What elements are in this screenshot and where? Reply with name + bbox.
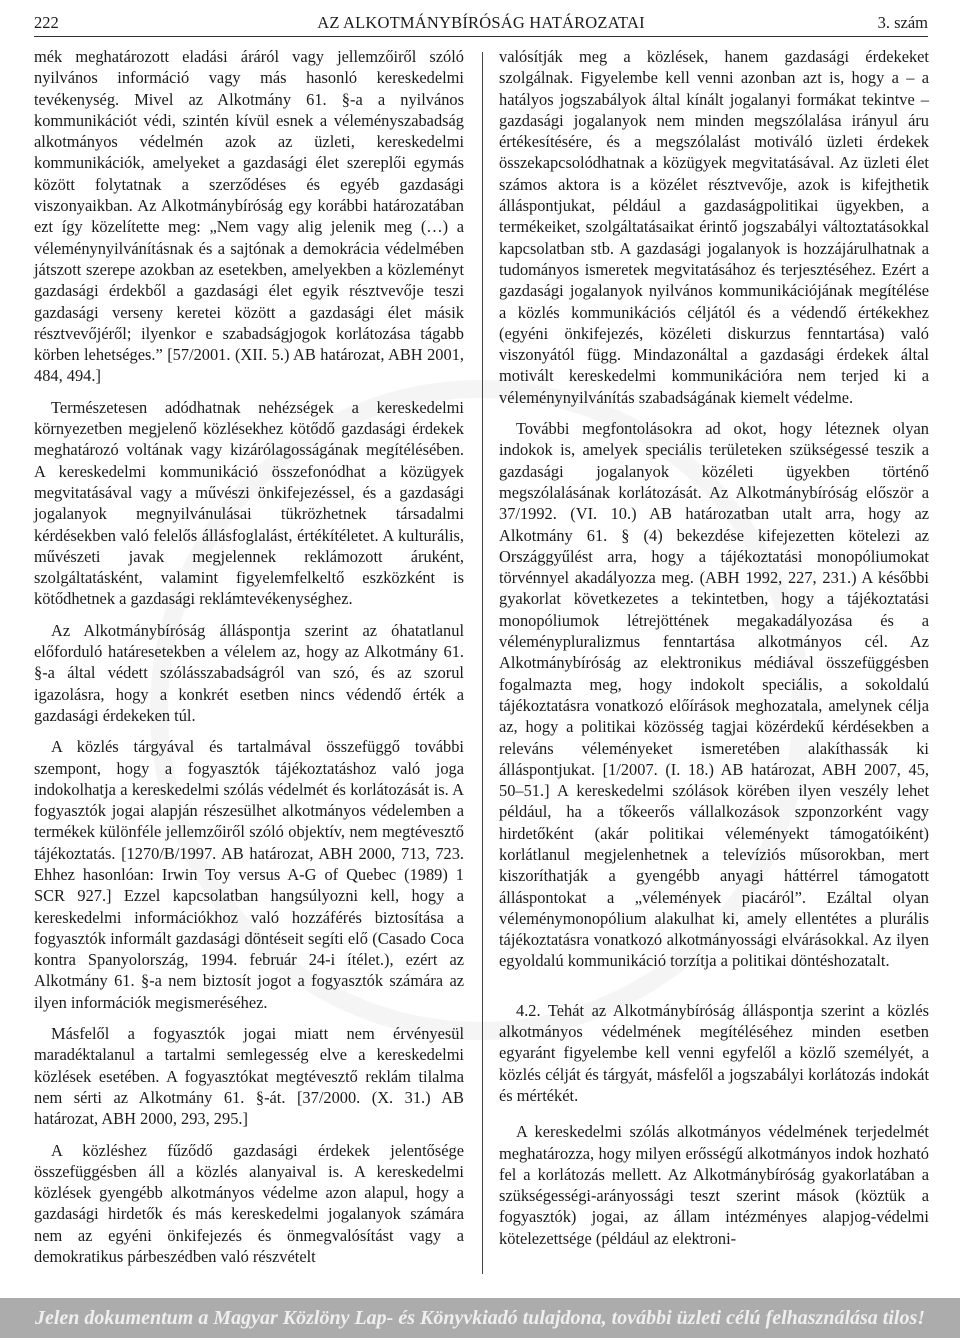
issue-number: 3. szám — [877, 13, 928, 32]
paragraph: A közléshez fűződő gazdasági érdekek jelentősége összefüggésben áll a közlés alanyaival is. A kereskedelmi közlések gyengébb alkotmányos védelme azon alapul, hogy a gazdasági hirdetők és más kereskedelmi jogalanyok számára nem az egyéni önkifejezés és önmegvalósítást vagy a demokratikus párbeszédben való részvételt — [34, 1140, 464, 1267]
paragraph: mék meghatározott eladási áráról vagy jellemzőiről szóló nyilvános információ vagy más hasonló kereskedelmi tevékenység. Mivel az Alkotmány 61. §-a a nyilvános kommunikációt védi, szintén kívül esnek a véleményszabadság alkotmányos védelmén azok az üzleti, kereskedelmi kommunikációk, amelyeket a gazdasági élet szereplői egymás között folytatnak a szerződéses és egyéb gazdasági viszonyaikban. Az Alkotmánybíróság egy korábbi határozatában ezt így közelítette meg: „Nem vagy alig jelenik meg (…) a véleménynyilvánításnak és a sajtónak a demokrácia védelmében játszott szerepe azokban az esetekben, amelyekben a közleményt gazdasági érdekből a gazdasági élet egyik résztvevője teszi gazdasági verseny keretei között a gazdasági élet másik résztvevőjéről; ilyenkor e szabadságjogok korlátozása tágabb körben lehetséges.” [57/2001. (XII. 5.) AB határozat, ABH 2001, 484, 494.] — [34, 47, 464, 386]
column-divider — [482, 52, 483, 1274]
header-rule — [34, 36, 928, 37]
footer-watermark: Jelen dokumentum a Magyar Közlöny Lap- és Könyvkiadó tulajdona, további üzleti célú felhasználása tilos! — [0, 1298, 960, 1338]
paragraph: Az Alkotmánybíróság álláspontja szerint az óhatatlanul előforduló határesetekben a vélelem az, hogy az Alkotmány 61. §-a által védett szólásszabadságról van szó, és az szorul igazolásra, hogy a konkrét esetben nincs védendő érték a gazdasági érdekeken túl. — [34, 620, 464, 725]
paragraph: valósítják meg a közlések, hanem gazdasági érdekeket szolgálnak. Figyelembe kell venni azonban azt is, hogy a – a hatályos jogszabályok által kínált jogalanyi formákat tekintve – gazdasági jogalanyok nem minden megszólalása irányul áru értékesítésére, és a megszólalást motiváló üzleti érdekek összekapcsolódhatnak a közügyek megvitatásával. Az üzleti élet számos aktora is a közélet résztvevője, azok is kifejthetik álláspontjukat, például a gazdaságpolitikai ügyekben, a termékeiket, szolgáltatásaikat érintő jogszabályi változtatásokkal kapcsolatban stb. A gazdasági jogalanyok is hozzájárulhatnak a tudományos ismeretek megvitatásához és terjesztéséhez. Ezért a gazdasági jogalanyok nyilvános kommunikációjának megítélése a közlés kommunikációs céljától és a védendő értékekhez (egyéni önkifejezés, közéleti diskurzus fenntartása) való viszonyától függ. Mindazonáltal a gazdasági érdekek által motivált kereskedelmi kommunikációra nem terjed ki a véleménynyilvánítás szabadságának kiemelt védelme. — [499, 47, 929, 407]
paragraph: Másfelől a fogyasztók jogai miatt nem érvényesül maradéktalanul a tartalmi semlegesség elve a kereskedelmi közlések esetében. A fogyasztókat megtévesztő reklám tilalma nem sérti az Alkotmány 61. §-át. [37/2000. (X. 31.) AB határozat, ABH 2000, 293, 295.] — [34, 1024, 464, 1129]
running-title: AZ ALKOTMÁNYBÍRÓSÁG HATÁROZATAI — [317, 13, 645, 32]
right-column — [499, 46, 929, 1249]
section-paragraph: 4.2. Tehát az Alkotmánybíróság álláspontja szerint a közlés alkotmányos védelmének megítéléséhez minden esetben egyaránt figyelembe kell venni egyfelől a közlő személyét, a közlés célját és tárgyát, másfelől a jogszabályi korlátozás indokát és mértékét. — [499, 1000, 929, 1105]
paragraph: A kereskedelmi szólás alkotmányos védelmének terjedelmét meghatározza, hogy milyen erősségű alkotmányos indok hozható fel a korlátozás mellett. Az Alkotmánybíróság gyakorlatában a szükségességi-arányossági teszt szerint mások (köztük a fogyasztók) jogai, az állam intézményes alapjog-védelmi kötelezettsége (például az elektroni- — [499, 1122, 929, 1248]
paragraph: A közlés tárgyával és tartalmával összefüggő további szempont, hogy a fogyasztók tájékoztatáshoz való joga indokolhatja a kereskedelmi szólás védelmét és korlátozását is. A fogyasztók jogai alapján részesülhet alkotmányos védelemben a termékek különféle jellemzőiről szóló objektív, nem megtévesztő tájékoztatás. [1270/B/1997. AB határozat, ABH 2000, 713, 723. Ehhez hasonlóan: Irwin Toy versus A-G of Quebec (1989) 1 SCR 927.] Ezzel kapcsolatban hangsúlyozni kell, hogy a kereskedelmi információkhoz való hozzáférés biztosítása a fogyasztók informált gazdasági döntéseit segíti elő (Casado Coca kontra Spanyolország, 1994. február 24-i ítélet.), ezért az Alkotmány 61. §-a nem biztosít jogot a fogyasztók számára az ilyen információk megismeréséhez. — [34, 737, 464, 1012]
paragraph: További megfontolásokra ad okot, hogy léteznek olyan indokok is, amelyek speciális területeken szükségessé teszik a gazdasági jogalanyok közéleti ügyekben történő megszólalásának korlátozását. Az Alkotmánybíróság először a 37/1992. (VI. 10.) AB határozatban utalt arra, hogy az Alkotmány 61. § (4) bekezdése kifejezetten kötelezi az Országgyűlést arra, hogy a tájékoztatási monopóliumokat törvénnyel akadályozza meg. (ABH 1992, 227, 231.) A későbbi gyakorlat következetes a tekintetben, hogy a tájékoztatási monopóliumok létrejöttének megakadályozása és a véleménypluralizmus fenntartása alkotmányos cél. Az Alkotmánybíróság az elektronikus médiával összefüggésben fogalmazta meg, hogy indokolt speciális, a sokoldalú tájékoztatásra vonatkozó előírások meghozatala, amelynek célja az, hogy a politikai közösség tagjai közérdekű kérdésekben a releváns véleményeket ismeretében alakíthassák ki álláspontjukat. [1/2007. (I. 18.) AB határozat, ABH 2007, 45, 50–51.] A kereskedelmi szólások körében ilyen veszély lehet például, ha a tőkeerős vállalkozások szponzorként vagy hirdetőként (akár politikai véleményekt támogatóiként) korlátlanul megjelenhetnek a televíziós műsorokban, mert kiszoríthatják a gyengébb anyagi háttérrel támogatott álláspontokat a „vélemények piacáról”. Ezáltal olyan véleménymonopólium alakulhat ki, amely ellentétes a plurális tájékoztatásra vonatkozó alkotmányossági elvárásokkal. Az ilyen egyoldalú kommunikáció torzítja a politikai döntéshozatalt. — [499, 419, 929, 971]
page-header — [34, 12, 928, 36]
left-column — [34, 46, 464, 1267]
page-number: 222 — [34, 13, 59, 32]
paragraph: Természetesen adódhatnak nehézségek a kereskedelmi környezetben megjelenő közlésekhez kötődő gazdasági érdekek meghatározó voltának vagy kizárólagosságának megítélésében. A kereskedelmi kommunikáció összefonódhat a közügyek megvitatásával vagy a művészi önkifejezéssel, és a gazdasági jogalanyok megnyilvánulásai tükrözhetnek társadalmi kérdésekben való felelős állásfoglalást, értékítéletet. A kulturális, művészeti javak megjelennek reklámozott áruként, szolgáltatásként, valamint figyelemfelkeltő eszközként is kötődhetnek a gazdasági reklámtevékenységhez. — [34, 397, 464, 609]
